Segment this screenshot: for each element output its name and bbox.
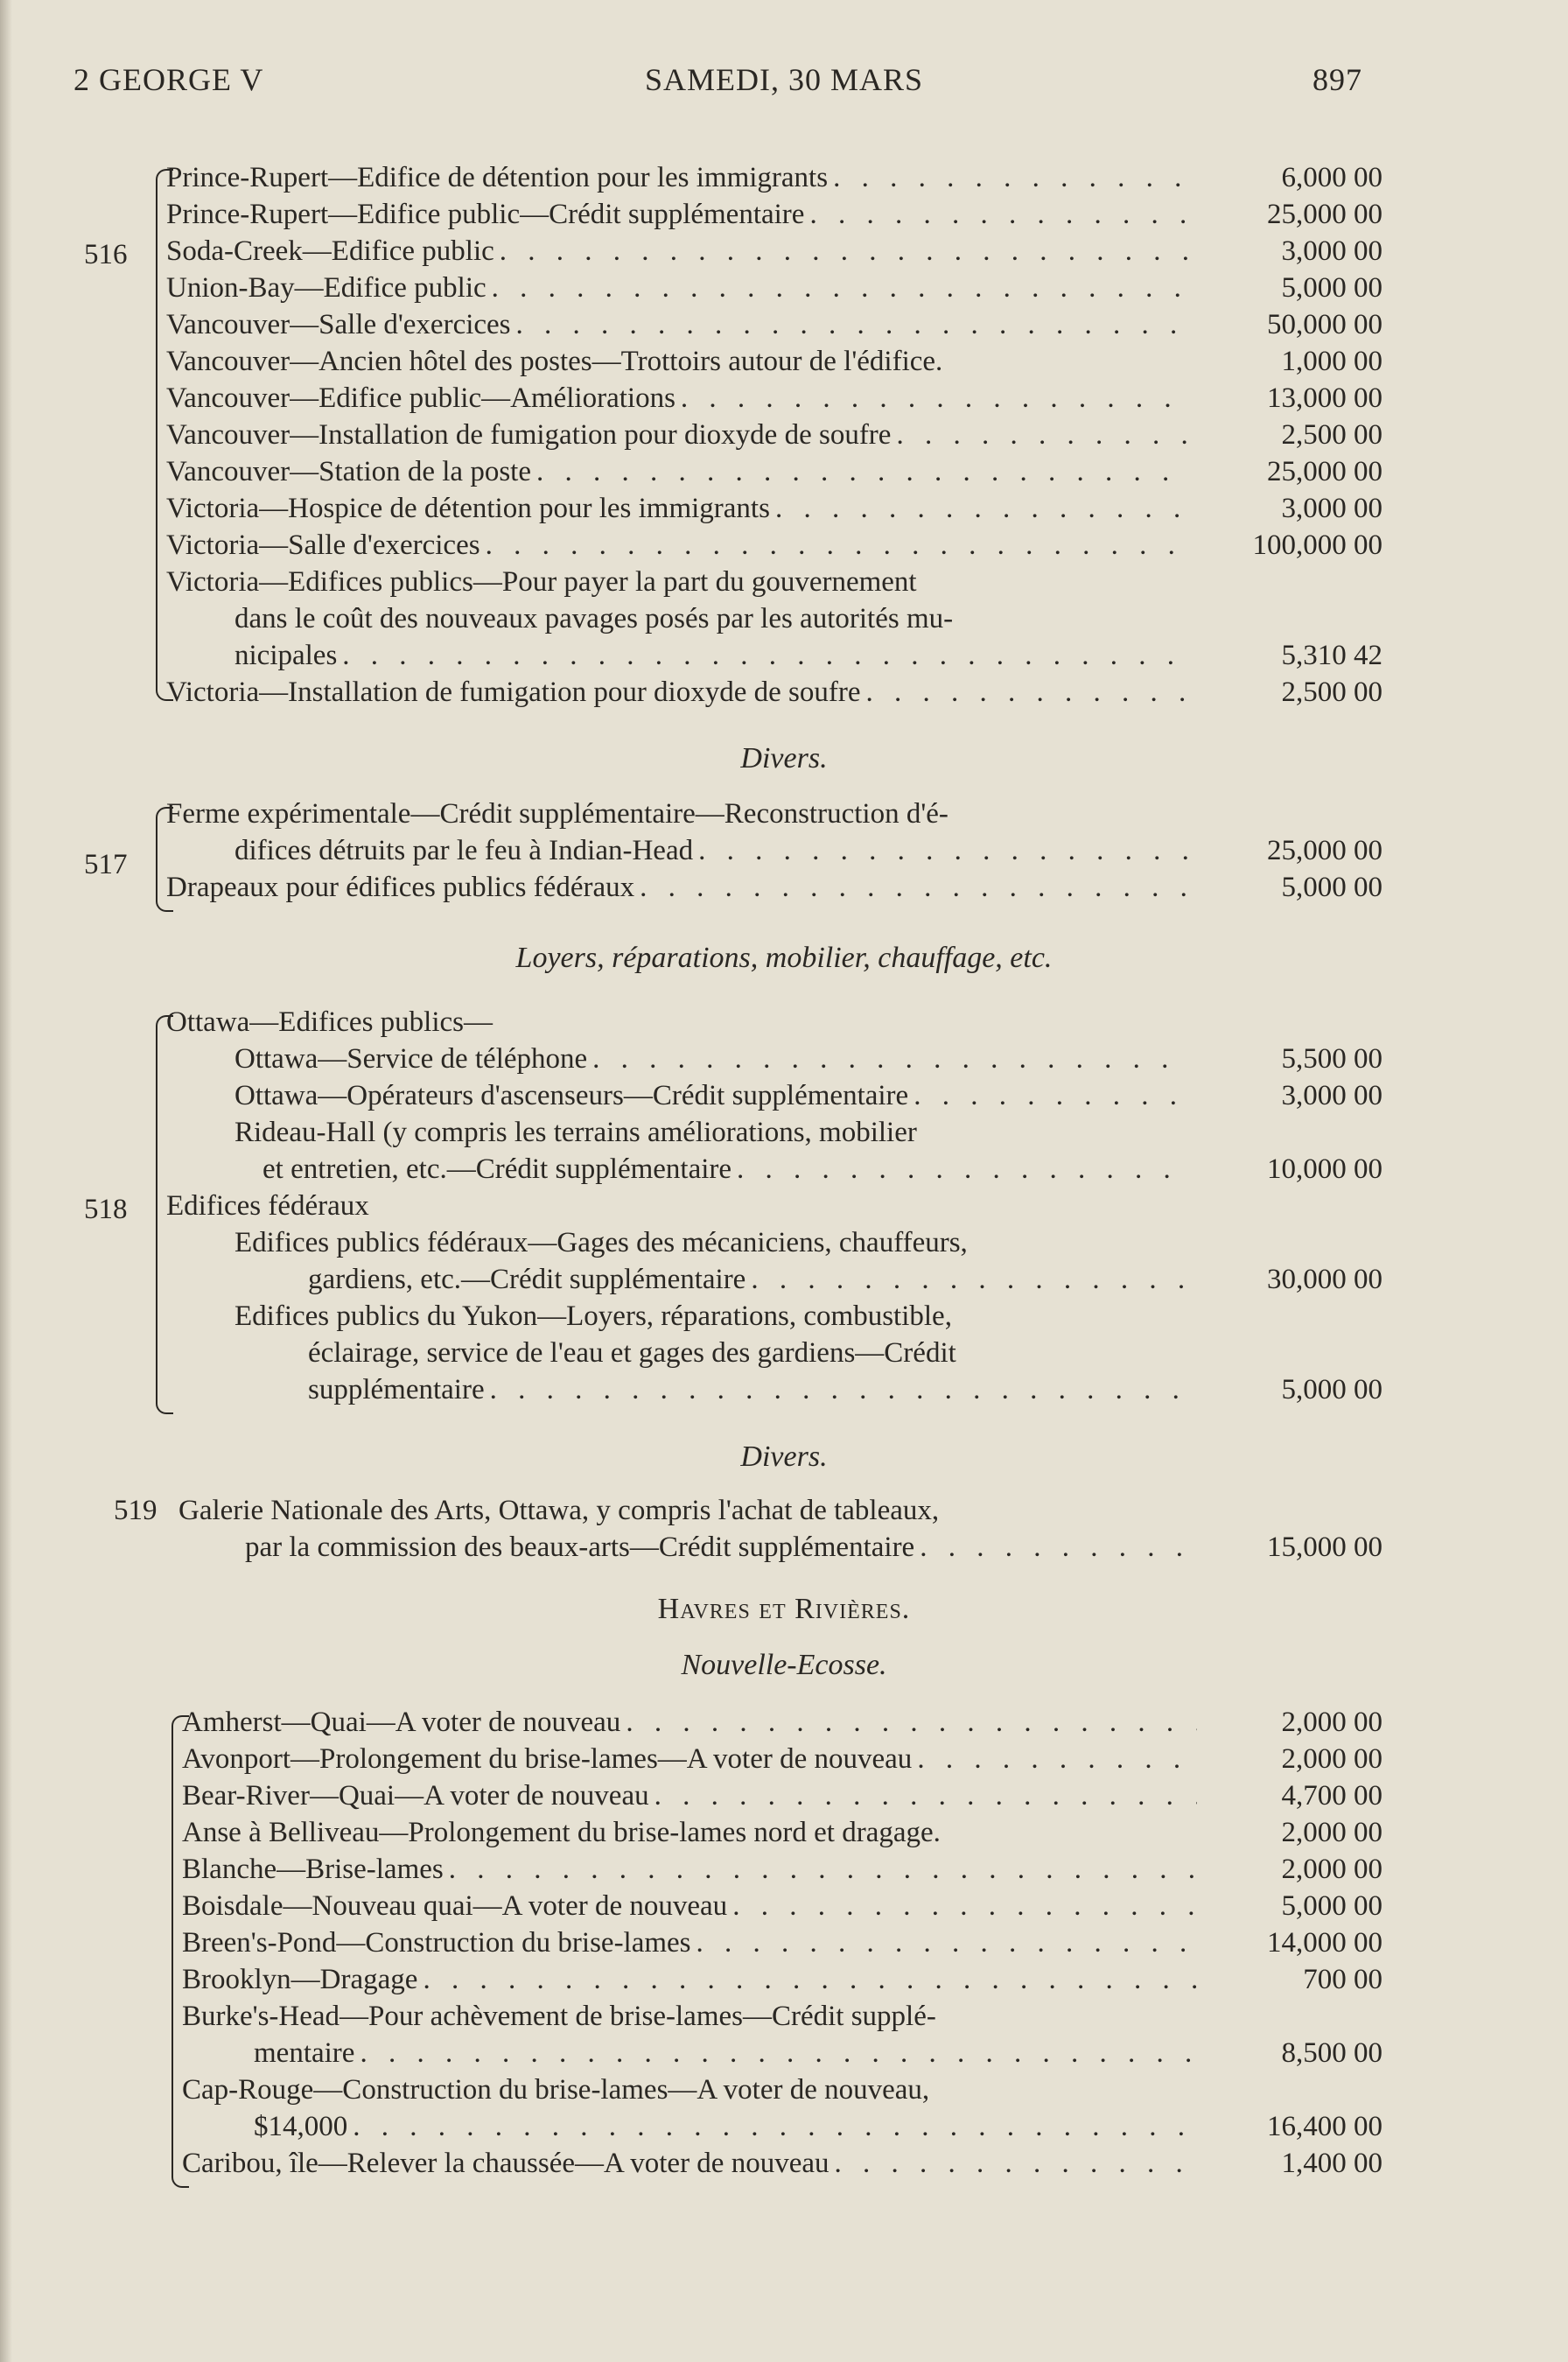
row-text: Cap-Rouge—Construction du brise-lames—A voter de nouveau, [182, 2074, 930, 2106]
row-amount [1208, 1227, 1382, 1264]
row-text: Prince-Rupert—Edifice public—Crédit supplémentaire [166, 199, 805, 230]
page-number: 897 [1312, 62, 1362, 97]
row-text: dans le coût des nouveaux pavages posés par les autorités mu- [234, 603, 954, 634]
row-text: Ottawa—Service de téléphone [234, 1043, 588, 1075]
row-amount: 4,700 00 [1281, 1780, 1382, 1812]
ledger-row [0, 2111, 1568, 2148]
row-amount: 30,000 00 [1267, 1264, 1382, 1295]
section-heading: Havres et Rivières. [657, 1593, 911, 1625]
row-text: Edifices publics fédéraux—Gages des mécaniciens, chauffeurs, [234, 1227, 968, 1258]
ledger-row [0, 1080, 1568, 1117]
row-amount: 2,500 00 [1281, 419, 1382, 451]
row-amount: 2,500 00 [1281, 676, 1382, 708]
row-text: Edifices fédéraux [166, 1190, 369, 1222]
row-amount: 2,000 00 [1281, 1854, 1382, 1885]
section-heading: Loyers, réparations, mobilier, chauffage, etc. [515, 942, 1053, 974]
ledger-row [0, 1964, 1568, 2001]
row-amount: 25,000 00 [1267, 456, 1382, 487]
ledger-row [0, 640, 1568, 676]
ledger-row [0, 872, 1568, 908]
ledger-row [0, 235, 1568, 272]
row-text: Breen's-Pond—Construction du brise-lames [182, 1927, 691, 1959]
row-amount: 5,000 00 [1281, 1374, 1382, 1405]
row-amount: 1,400 00 [1281, 2148, 1382, 2179]
row-text: Victoria—Installation de fumigation pour dioxyde de soufre [166, 676, 861, 708]
row-text: Boisdale—Nouveau quai—A voter de nouveau [182, 1890, 728, 1922]
row-text: Union-Bay—Edifice public [166, 272, 486, 304]
row-text: gardiens, etc.—Crédit supplémentaire [308, 1264, 746, 1295]
row-amount [1208, 1190, 1382, 1227]
ledger-row [0, 1890, 1568, 1927]
ledger-row [0, 566, 1568, 603]
row-amount: 16,400 00 [1267, 2111, 1382, 2142]
section-subheading: Nouvelle-Ecosse. [681, 1649, 887, 1681]
row-amount: 5,000 00 [1281, 272, 1382, 304]
row-text: supplémentaire [308, 1374, 485, 1405]
row-text: Victoria—Hospice de détention pour les immigrants [166, 493, 770, 524]
row-text: Edifices publics du Yukon—Loyers, réparations, combustible, [234, 1300, 952, 1332]
row-text: nicipales [234, 640, 338, 671]
ledger-row [0, 1300, 1568, 1337]
ledger-row [0, 798, 1568, 835]
row-text: Ottawa—Opérateurs d'ascenseurs—Crédit supplémentaire [234, 1080, 909, 1111]
row-text: Amherst—Quai—A voter de nouveau [182, 1707, 621, 1738]
row-amount: 700 00 [1303, 1964, 1382, 1995]
ledger-row [0, 2001, 1568, 2037]
ledger-row [0, 2148, 1568, 2184]
ledger-row [0, 1006, 1568, 1043]
ledger-row [0, 835, 1568, 872]
ledger-row [0, 1337, 1568, 1374]
header-session: 2 GEORGE V [74, 62, 264, 97]
row-amount: 15,000 00 [1267, 1531, 1382, 1563]
ledger-row [0, 199, 1568, 235]
row-text: Vancouver—Station de la poste [166, 456, 531, 487]
row-text: Bear-River—Quai—A voter de nouveau [182, 1780, 649, 1812]
row-text: éclairage, service de l'eau et gages des gardiens—Crédit [308, 1337, 956, 1369]
ledger-row [0, 603, 1568, 640]
row-amount [1208, 2074, 1382, 2111]
ledger-row [0, 529, 1568, 566]
ledger-row [0, 1531, 1568, 1568]
row-text: par la commission des beaux-arts—Crédit supplémentaire [245, 1531, 915, 1563]
row-text: Victoria—Edifices publics—Pour payer la part du gouvernement [166, 566, 917, 598]
ledger-row [0, 272, 1568, 309]
ledger-row [0, 1927, 1568, 1964]
row-amount: 13,000 00 [1267, 382, 1382, 414]
ledger-row [0, 2037, 1568, 2074]
row-text: Blanche—Brise-lames [182, 1854, 444, 1885]
row-amount: 25,000 00 [1267, 199, 1382, 230]
ledger-row [0, 1190, 1568, 1227]
row-text: difices détruits par le feu à Indian-Head [234, 835, 694, 866]
row-amount: 5,000 00 [1281, 1890, 1382, 1922]
row-amount [1208, 603, 1382, 640]
row-text: Drapeaux pour édifices publics fédéraux [166, 872, 635, 903]
ledger-row [0, 1495, 1568, 1531]
ledger-row [0, 419, 1568, 456]
row-text: Anse à Belliveau—Prolongement du brise-lames nord et dragage. [182, 1817, 941, 1848]
row-text: $14,000 [254, 2111, 348, 2142]
row-text: Prince-Rupert—Edifice de détention pour les immigrants [166, 162, 829, 193]
ledger-row [0, 1227, 1568, 1264]
row-amount: 25,000 00 [1267, 835, 1382, 866]
row-amount: 3,000 00 [1281, 1080, 1382, 1111]
row-amount [1208, 798, 1382, 835]
row-amount [1208, 566, 1382, 603]
ledger-row [0, 1264, 1568, 1300]
ledger-row [0, 1153, 1568, 1190]
ledger-row [0, 382, 1568, 419]
section-heading: Divers. [740, 1440, 828, 1473]
ledger-row [0, 1374, 1568, 1411]
row-amount [1208, 2001, 1382, 2037]
item-number: 517 [84, 849, 128, 880]
ledger-row [0, 1707, 1568, 1743]
row-amount: 10,000 00 [1267, 1153, 1382, 1185]
row-amount: 5,500 00 [1281, 1043, 1382, 1075]
row-amount: 14,000 00 [1267, 1927, 1382, 1959]
row-amount: 5,310 42 [1281, 640, 1382, 671]
row-text: Ottawa—Edifices publics— [166, 1006, 493, 1038]
row-amount: 8,500 00 [1281, 2037, 1382, 2069]
row-amount: 3,000 00 [1281, 235, 1382, 267]
ledger-row [0, 162, 1568, 199]
row-text: Soda-Creek—Edifice public [166, 235, 494, 267]
row-text: Vancouver—Edifice public—Améliorations [166, 382, 676, 414]
ledger-row [0, 309, 1568, 346]
row-amount [1208, 1300, 1382, 1337]
row-text: Avonport—Prolongement du brise-lames—A voter de nouveau [182, 1743, 913, 1775]
row-amount: 6,000 00 [1281, 162, 1382, 193]
item-number: 518 [84, 1194, 128, 1225]
ledger-row [0, 676, 1568, 713]
row-text: Vancouver—Salle d'exercices [166, 309, 511, 340]
row-text: Brooklyn—Dragage [182, 1964, 418, 1995]
row-text: Rideau-Hall (y compris les terrains améliorations, mobilier [234, 1117, 917, 1148]
row-amount: 5,000 00 [1281, 872, 1382, 903]
section-heading: Divers. [740, 742, 828, 774]
row-amount: 50,000 00 [1267, 309, 1382, 340]
row-amount: 1,000 00 [1281, 346, 1382, 377]
row-amount [1208, 1337, 1382, 1374]
row-amount: 100,000 00 [1252, 529, 1382, 561]
header-date: SAMEDI, 30 MARS [644, 62, 924, 97]
ledger-row [0, 1043, 1568, 1080]
row-amount [1208, 1117, 1382, 1153]
row-text: Caribou, île—Relever la chaussée—A voter de nouveau [182, 2148, 830, 2179]
row-text: mentaire [254, 2037, 355, 2069]
ledger-row [0, 493, 1568, 529]
item-number: 519 [114, 1495, 158, 1526]
row-text: Ferme expérimentale—Crédit supplémentaire—Reconstruction d'é- [166, 798, 948, 830]
row-text: Burke's-Head—Pour achèvement de brise-lames—Crédit supplé- [182, 2001, 936, 2032]
row-text: Vancouver—Installation de fumigation pour dioxyde de soufre [166, 419, 892, 451]
ledger-row [0, 1780, 1568, 1817]
row-amount: 3,000 00 [1281, 493, 1382, 524]
ledger-row [0, 346, 1568, 382]
ledger-row [0, 1117, 1568, 1153]
item-number: 516 [84, 239, 128, 270]
ledger-row [0, 1817, 1568, 1854]
row-amount: 2,000 00 [1281, 1817, 1382, 1848]
row-text: Galerie Nationale des Arts, Ottawa, y compris l'achat de tableaux, [178, 1495, 940, 1526]
ledger-row [0, 456, 1568, 493]
ledger-row [0, 1743, 1568, 1780]
ledger-row [0, 2074, 1568, 2111]
row-text: et entretien, etc.—Crédit supplémentaire [262, 1153, 732, 1185]
row-amount: 2,000 00 [1281, 1707, 1382, 1738]
ledger-row [0, 1854, 1568, 1890]
row-text: Victoria—Salle d'exercices [166, 529, 480, 561]
row-text: Vancouver—Ancien hôtel des postes—Trottoirs autour de l'édifice. [166, 346, 943, 377]
row-amount: 2,000 00 [1281, 1743, 1382, 1775]
row-amount [1208, 1006, 1382, 1043]
